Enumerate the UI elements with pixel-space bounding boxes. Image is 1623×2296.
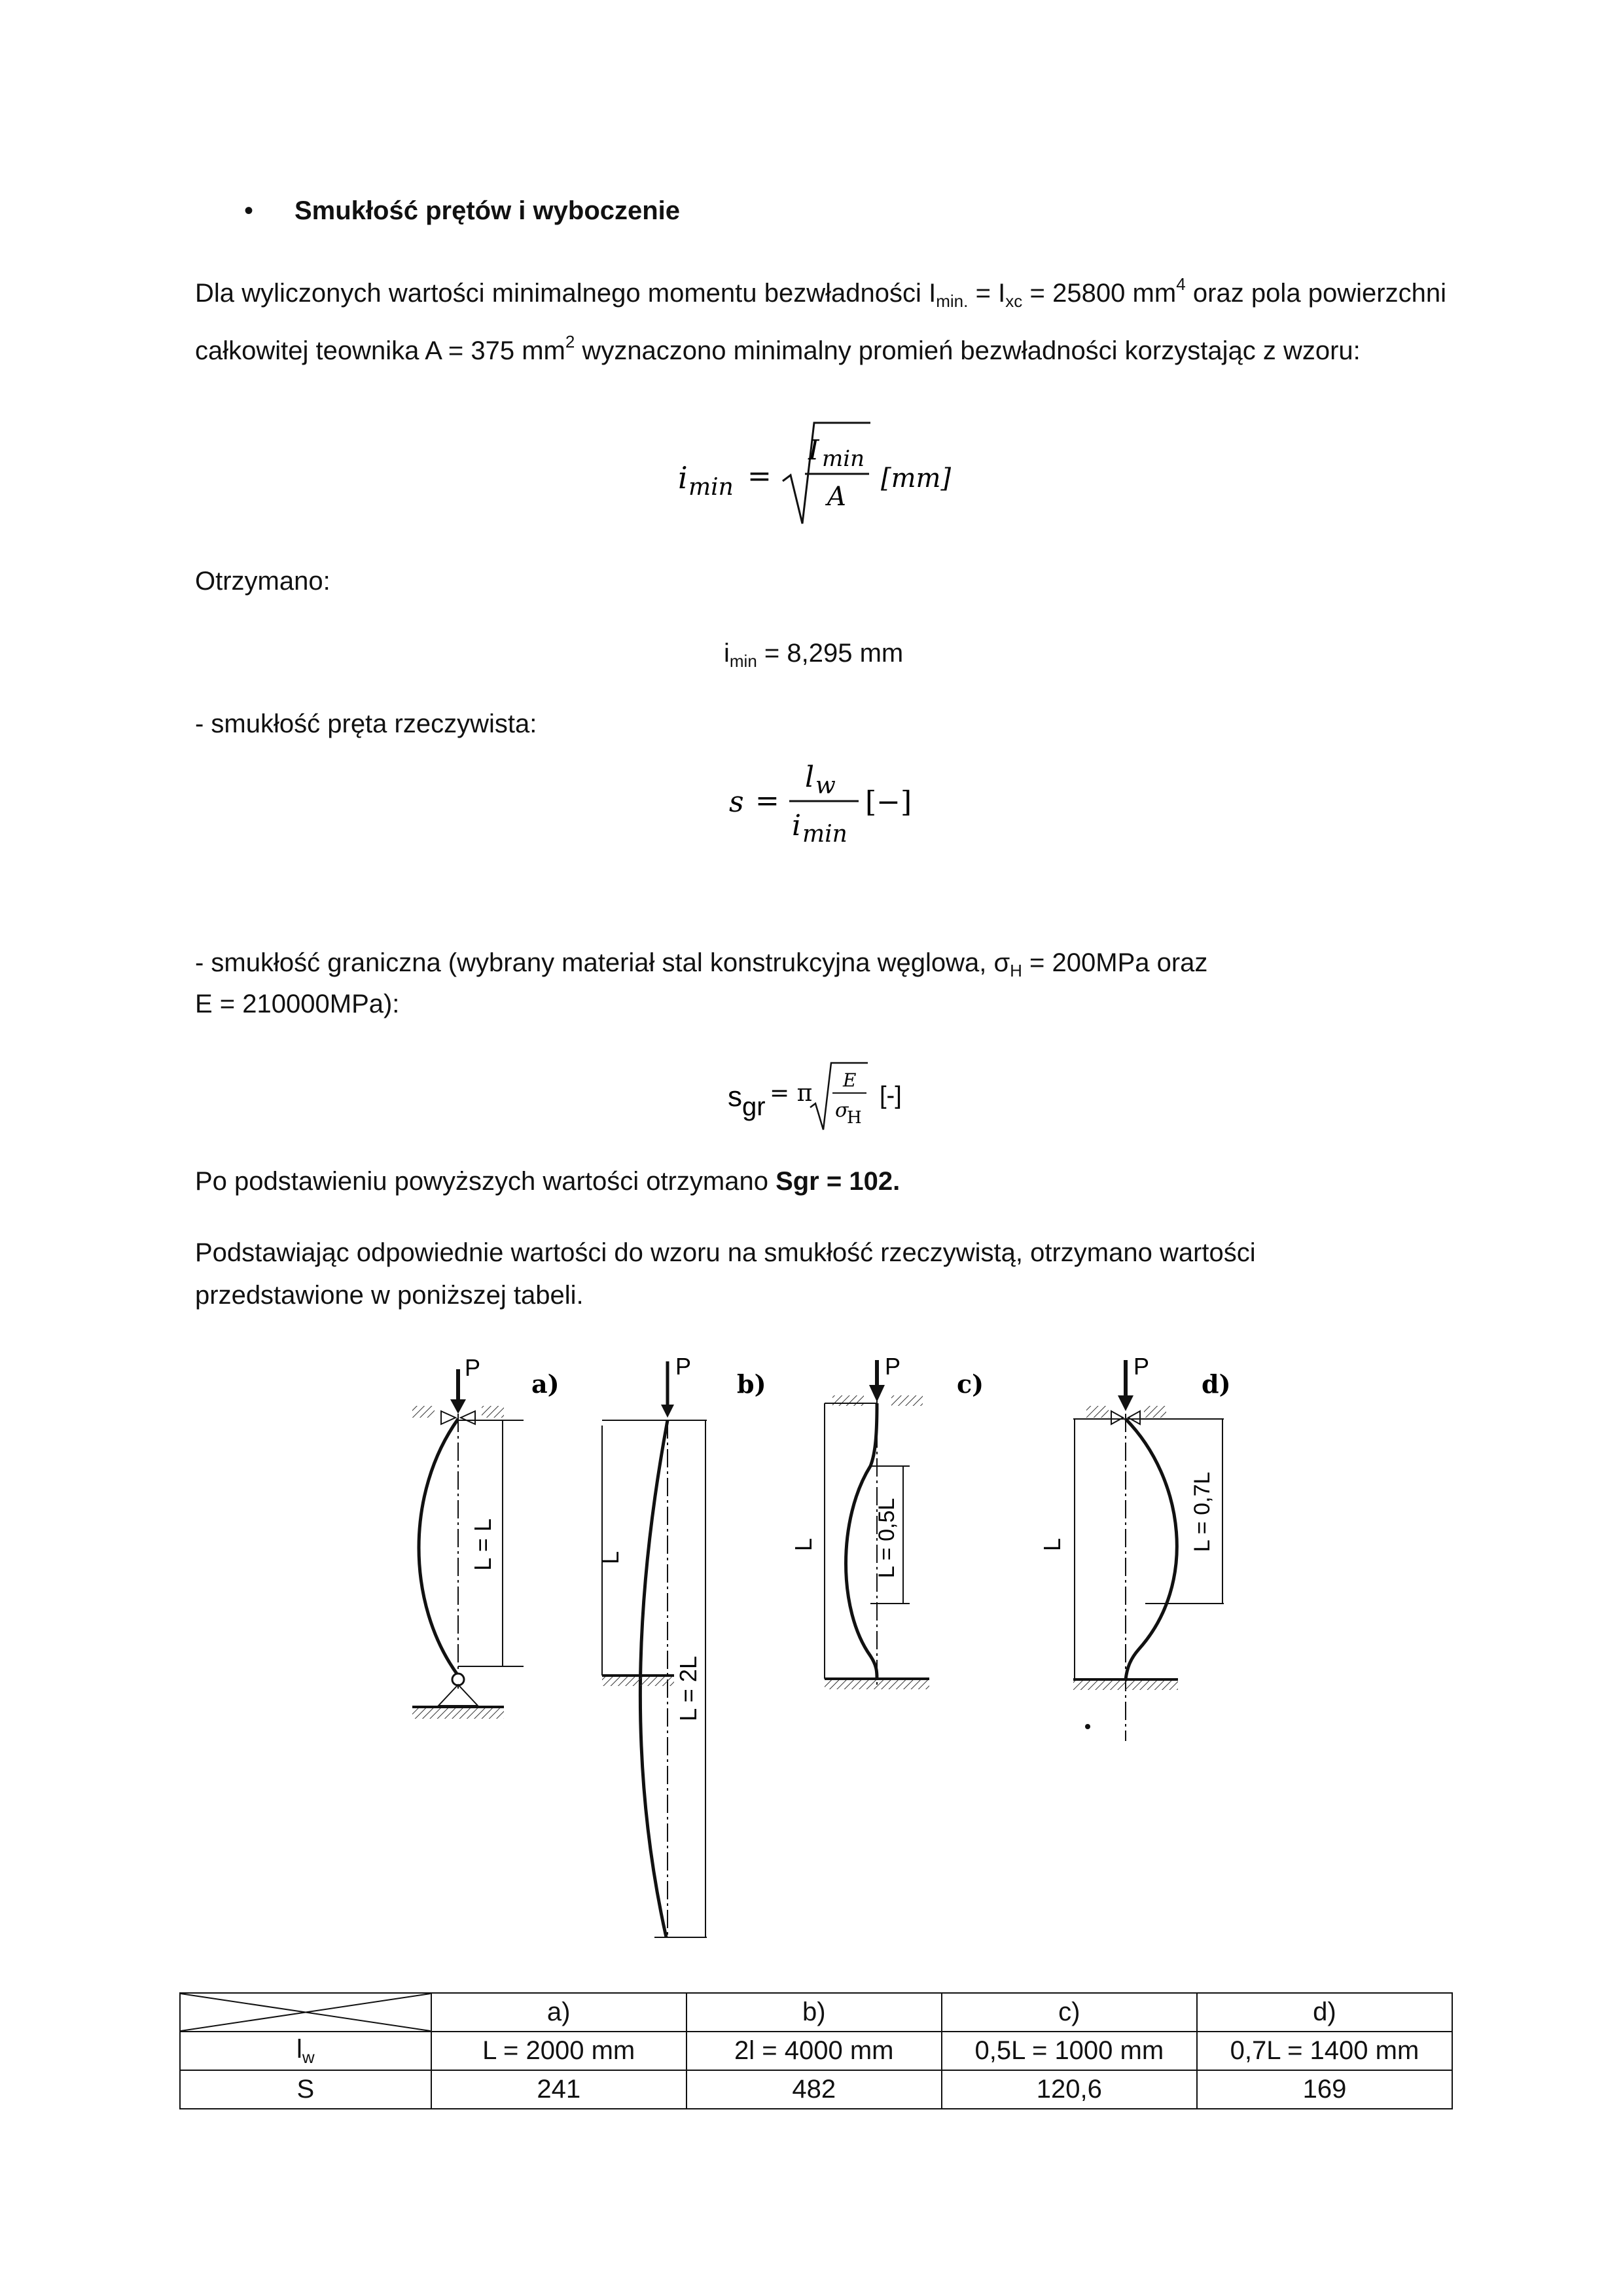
load-label-a: P [465, 1354, 481, 1381]
imin-result [724, 633, 903, 681]
formula-s [720, 759, 929, 864]
formula-s-den-sub: min [802, 821, 847, 848]
intro-text-4: oraz pola powierzchni całkowitej teownika A = 375 mm [195, 279, 1446, 365]
slenderness-real-label: - smukłość pręta rzeczywista: [195, 709, 537, 738]
formula-sgr [720, 1054, 936, 1139]
intro-imin-sub: min. [936, 291, 969, 311]
formula-imin-num: I [808, 434, 819, 466]
table-intro-line2: przedstawione w poniższej tabeli. [195, 1281, 584, 1310]
formula-sgr-den: σ [835, 1099, 849, 1122]
load-arrowhead-b [661, 1405, 674, 1418]
table-row-label-s: S [180, 2070, 431, 2109]
lw-symbol: l [296, 2034, 302, 2064]
lw-label-a: L = L [469, 1518, 496, 1571]
intro-text-5: wyznaczono minimalny promień bezwładności korzystając z wzoru: [575, 336, 1361, 365]
sgr-result-text: Po podstawieniu powyższych wartości otrzymano [195, 1167, 776, 1196]
roller-d-left [1111, 1411, 1123, 1424]
limit-text-b: = 200MPa oraz [1022, 948, 1208, 977]
formula-s-num-sub: w [815, 772, 836, 799]
table-corner-cell [180, 1993, 431, 2032]
load-label-c: P [885, 1353, 901, 1380]
buckling-figure [393, 1348, 1257, 1957]
table-cell: 241 [431, 2070, 687, 2109]
formula-sgr-unit: [-] [880, 1082, 902, 1109]
roller-a-right [461, 1411, 475, 1424]
formula-s-unit: [−] [865, 785, 912, 819]
limit-label-line2: E = 210000MPa): [195, 990, 400, 1018]
sgr-result-bold: Sgr = 102. [776, 1167, 901, 1196]
ground-hatch-a [412, 1708, 504, 1719]
support-hatch-d-left [1086, 1406, 1109, 1418]
formula-sgr-num: E [843, 1069, 857, 1091]
buckling-figure-svg [393, 1348, 1257, 1957]
buckled-shape-d [1126, 1419, 1177, 1679]
table-cell: 169 [1197, 2070, 1452, 2109]
intro-exp-2: 2 [565, 332, 575, 351]
case-c [790, 1353, 984, 1689]
table-row [180, 2070, 1452, 2109]
formula-sgr-lhs: s [728, 1081, 742, 1113]
lw-label-b: L = 2L [675, 1656, 702, 1721]
table-header-c: c) [942, 1993, 1197, 2032]
imin-result-sub: min [729, 651, 757, 671]
imin-result-value: = 8,295 mm [757, 639, 904, 668]
stray-dot-d [1085, 1724, 1090, 1729]
table-cell: 482 [687, 2070, 942, 2109]
buckled-shape-c [846, 1403, 878, 1679]
intro-text-1: Dla wyliczonych wartości minimalnego momentu bezwładności I [195, 279, 936, 308]
length-label-d: L [1039, 1537, 1065, 1552]
table-cell: 0,5L = 1000 mm [942, 2032, 1197, 2070]
formula-s-den: i [792, 809, 802, 842]
intro-paragraph [195, 264, 1446, 371]
formula-imin-lhs: i [678, 460, 688, 495]
table-header-b: b) [687, 1993, 942, 2032]
obtained-label: Otrzymano: [195, 567, 330, 596]
formula-imin-svg [674, 419, 975, 537]
formula-imin-unit: [mm] [881, 463, 952, 493]
load-label-b: P [675, 1353, 692, 1380]
corner-diagonals [181, 1994, 431, 2031]
support-hatch-c-right [891, 1395, 923, 1406]
table-header-row [180, 1993, 1452, 2032]
support-hatch-d-right [1144, 1406, 1166, 1418]
limit-text-a: - smukłość graniczna (wybrany materiał stal konstrukcyjna węglowa, σ [195, 948, 1010, 977]
support-hatch-a-top-left [412, 1406, 435, 1418]
case-d [1039, 1353, 1231, 1741]
formula-sgr-svg [720, 1054, 936, 1139]
ground-hatch-c [825, 1680, 929, 1689]
table-row-label-lw [180, 2032, 431, 2070]
load-label-d: P [1133, 1353, 1150, 1380]
formula-s-lhs: s [729, 785, 744, 819]
table-cell: 120,6 [942, 2070, 1197, 2109]
formula-imin-num-sub: min [822, 446, 865, 472]
case-a [412, 1354, 560, 1719]
formula-s-num: l [805, 761, 815, 794]
case-tag-c: c) [957, 1369, 984, 1399]
support-hatch-a-top-right [482, 1406, 504, 1418]
limit-sigma-sub: H [1010, 961, 1022, 980]
ground-hatch-d [1073, 1681, 1178, 1690]
formula-sgr-den-sub: H [847, 1108, 862, 1128]
table-row [180, 2032, 1452, 2070]
formula-sgr-lhs-sub: gr [742, 1092, 766, 1121]
table-header-d: d) [1197, 1993, 1452, 2032]
imin-result-i: i [724, 639, 730, 668]
case-b [597, 1353, 766, 1937]
table-header-a: a) [431, 1993, 687, 2032]
load-arrowhead-c [869, 1385, 885, 1402]
support-hatch-c-left [832, 1395, 864, 1406]
pin-a [452, 1674, 464, 1685]
table-cell: L = 2000 mm [431, 2032, 687, 2070]
intro-ixc-sub: xc [1005, 291, 1023, 311]
formula-imin-eq: = [747, 459, 772, 493]
load-arrowhead-d [1118, 1395, 1133, 1411]
formula-imin [674, 419, 975, 537]
lw-label-d: L = 0,7L [1190, 1471, 1215, 1552]
table-cell: 0,7L = 1400 mm [1197, 2032, 1452, 2070]
intro-text-3: = 25800 mm [1022, 279, 1177, 308]
length-label-b: L [597, 1551, 624, 1565]
roller-a-left [441, 1411, 455, 1424]
ground-hatch-b [602, 1677, 674, 1686]
buckled-shape-a [419, 1419, 458, 1676]
intro-text-2: = I [968, 279, 1006, 308]
formula-sgr-eq: = π [770, 1080, 813, 1107]
formula-imin-lhs-sub: min [688, 474, 734, 501]
bullet-marker: • [244, 196, 254, 225]
table-cell: 2l = 4000 mm [687, 2032, 942, 2070]
length-label-c: L [790, 1537, 817, 1552]
intro-exp-4: 4 [1176, 274, 1186, 294]
lw-label-c: L = 0,5L [874, 1498, 899, 1579]
load-arrowhead-a [450, 1399, 466, 1414]
formula-imin-den: A [827, 482, 846, 512]
sgr-result [195, 1161, 900, 1202]
table-intro-line1: Podstawiając odpowiednie wartości do wzoru na smukłość rzeczywistą, otrzymano wartości [195, 1238, 1256, 1267]
results-table [179, 1992, 1453, 2109]
formula-s-eq: = [755, 784, 779, 817]
section-heading: Smukłość prętów i wyboczenie [294, 196, 681, 225]
case-tag-b: b) [737, 1369, 766, 1399]
case-tag-d: d) [1202, 1369, 1231, 1399]
case-tag-a: a) [531, 1369, 560, 1399]
formula-s-svg [720, 759, 929, 864]
lw-symbol-sub: w [302, 2047, 315, 2067]
